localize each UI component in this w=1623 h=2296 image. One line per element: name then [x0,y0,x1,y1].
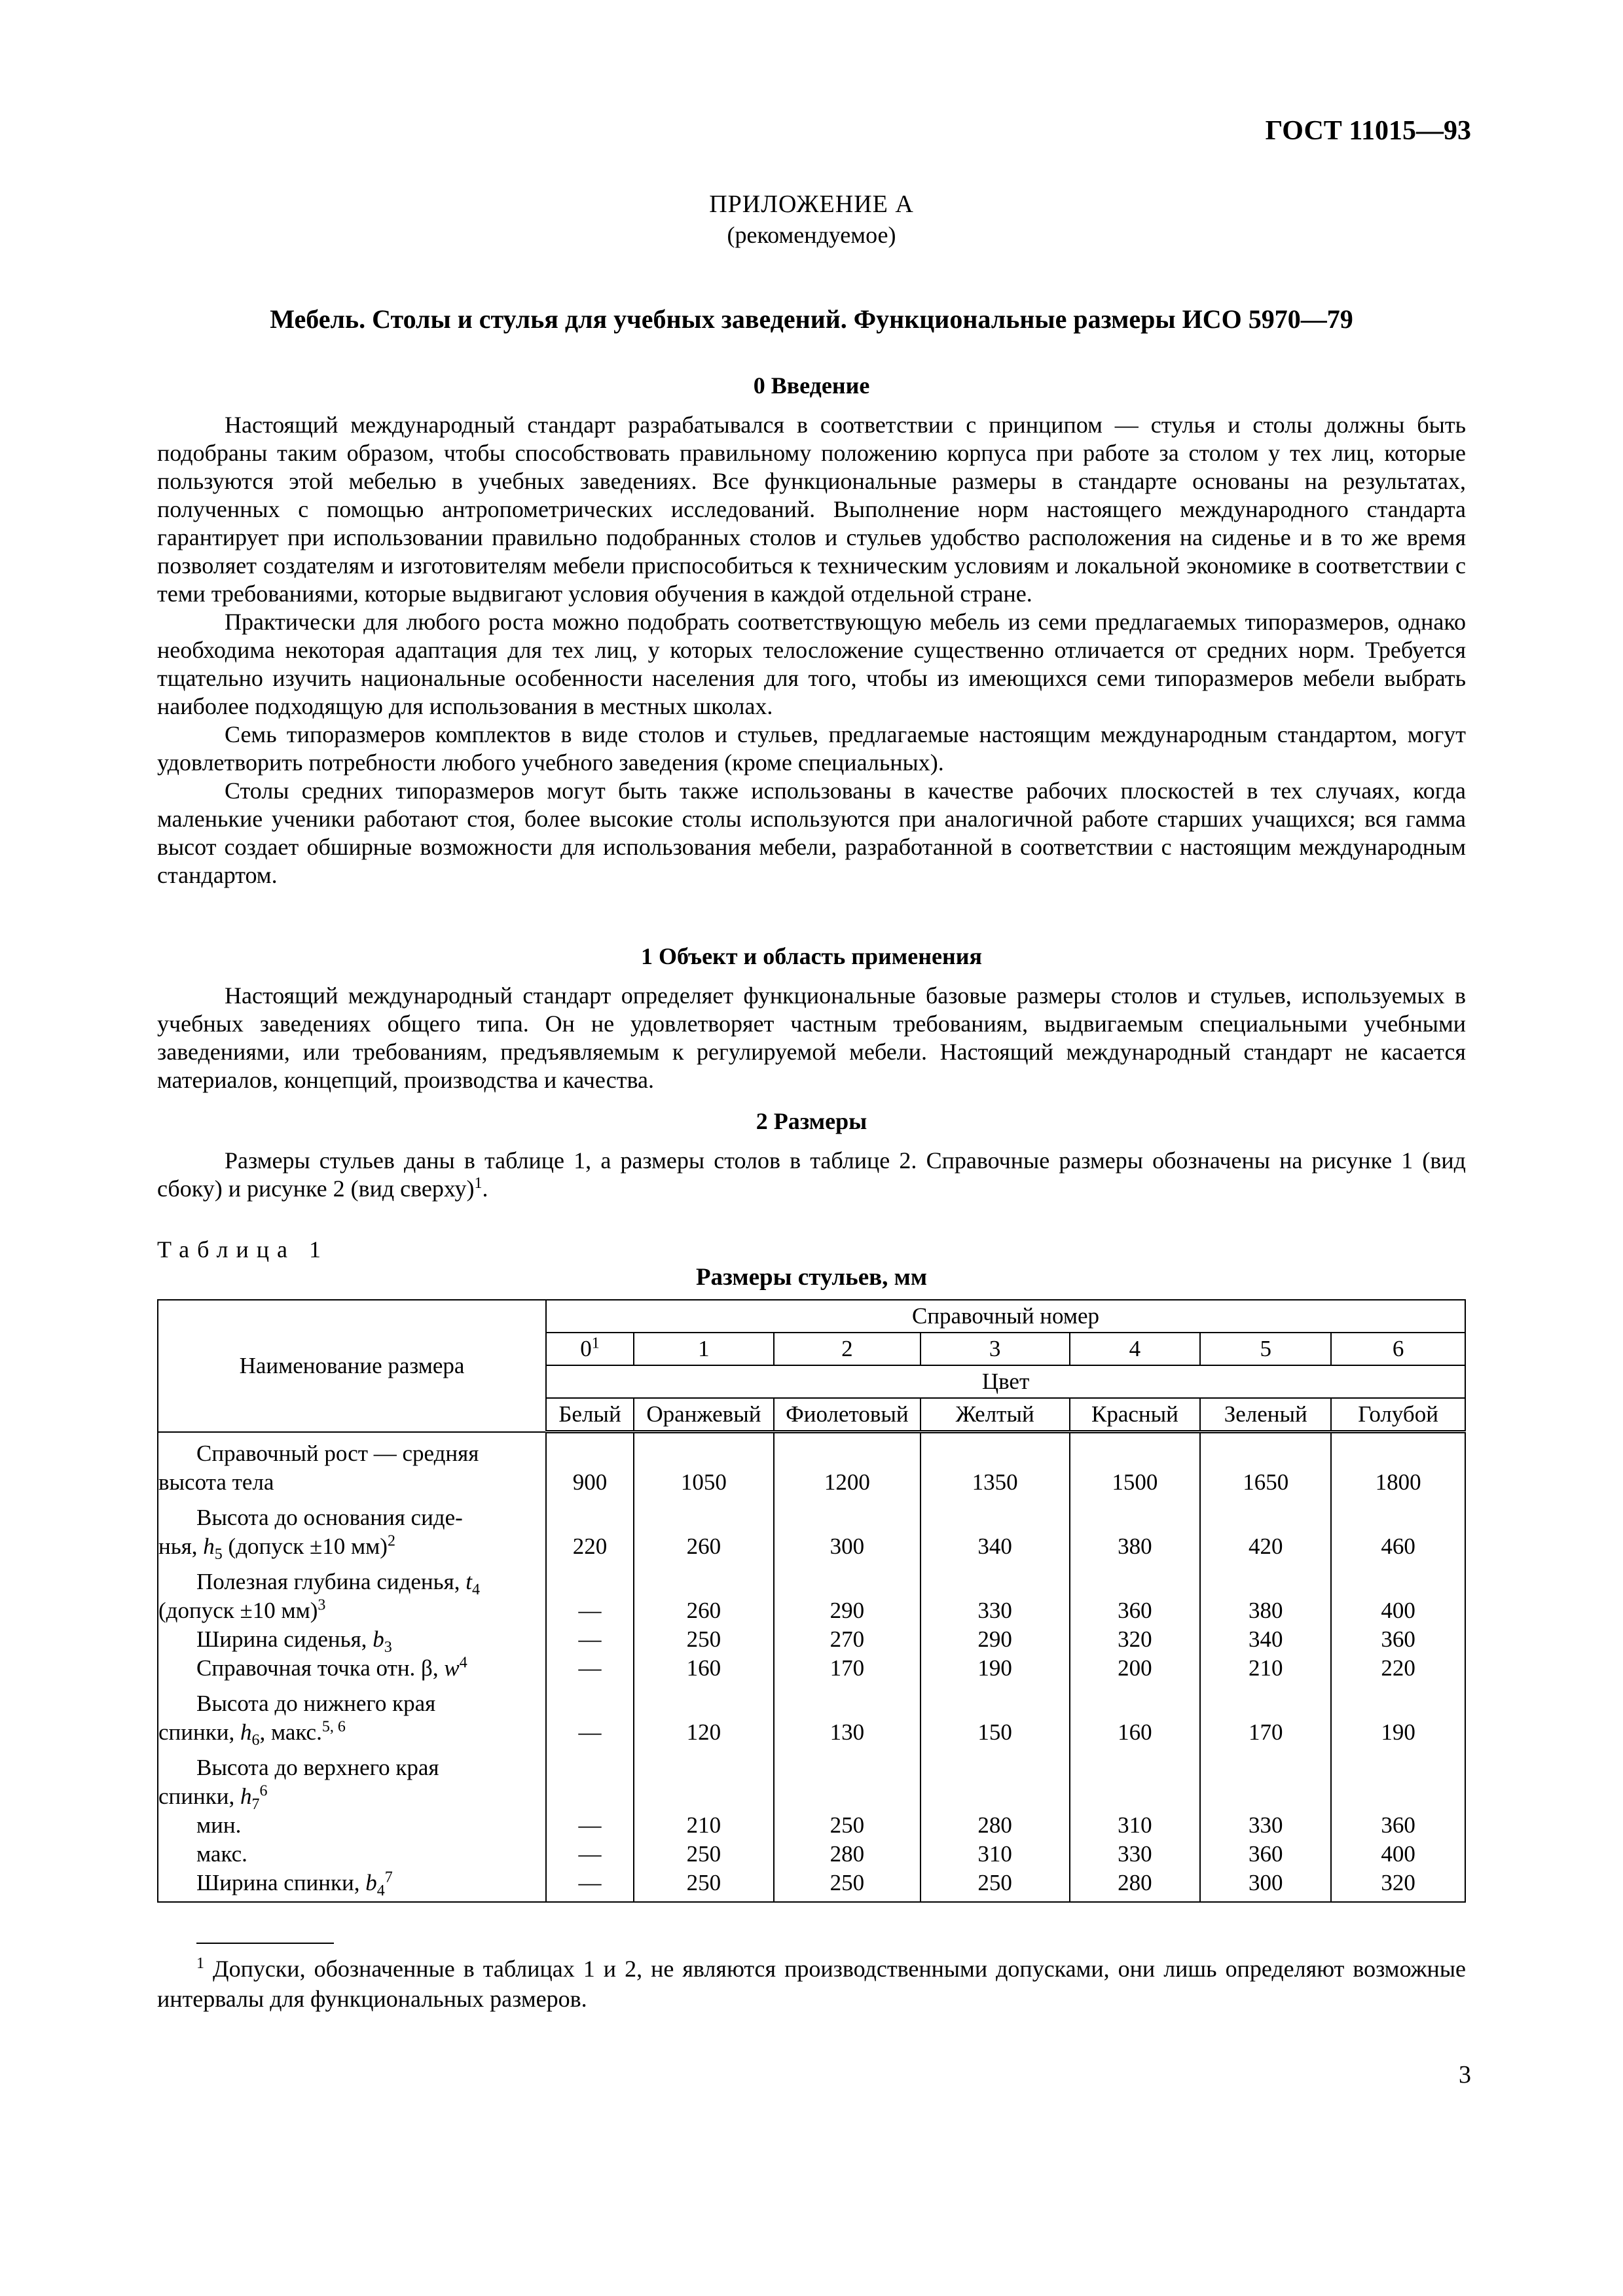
table-cell: 120 [634,1683,774,1747]
footnote-ref: 3 [318,1596,326,1613]
table-cell: 280 [774,1840,921,1869]
table-row [158,1561,1465,1625]
footnote-divider [196,1943,334,1944]
table-cell: 250 [774,1869,921,1902]
table-cell: 1050 [634,1432,774,1497]
table-cell: 310 [921,1840,1070,1869]
table-cell: 270 [774,1625,921,1654]
footnote [157,1954,1466,2014]
table-cell: 460 [1331,1497,1465,1561]
header-number: 4 [1070,1333,1201,1365]
row-label [158,1811,546,1840]
table-cell: 210 [1200,1654,1331,1683]
label-text: (допуск ±10 мм) [158,1597,318,1623]
chairs-size-table [157,1299,1466,1903]
header-color-name: Голубой [1331,1398,1465,1432]
row-label [158,1561,546,1625]
header-number: 2 [774,1333,921,1365]
row-label [158,1654,546,1683]
header-color-name: Оранжевый [634,1398,774,1432]
section-heading-intro: 0 Введение [753,372,870,399]
table-cell: 320 [1070,1625,1201,1654]
table-cell: 1800 [1331,1432,1465,1497]
row-label [158,1683,546,1747]
table-cell: 330 [1070,1840,1201,1869]
paragraph [157,1147,1466,1203]
table-cell: 260 [634,1497,774,1561]
table-cell: 360 [1331,1811,1465,1840]
table-row [158,1811,1465,1840]
table-cell: 220 [1331,1654,1465,1683]
subscript: 4 [376,1882,385,1899]
symbol: t [465,1568,472,1594]
row-label [158,1840,546,1869]
label-text: спинки, [158,1719,240,1745]
header-number: 5 [1200,1333,1331,1365]
table-row [158,1625,1465,1654]
symbol: h [240,1783,252,1809]
page-number: 3 [1459,2061,1471,2089]
table-row [158,1432,1465,1497]
label-text: Полезная глубина сиденья, [196,1568,466,1594]
header-number: 3 [921,1333,1070,1365]
paragraph: Настоящий международный стандарт определяет функциональные базовые размеры столов и стульев, используемых в учебных заведениях общего типа. Он не удовлетворяет частным требованиям, выдвигаемым специальными учебными заведениями, или требованиям, предъявляемым к регулируемой мебели. Настоящий международный стандарт не касается материалов, концепций, производства и качества. [157,982,1466,1093]
section-heading-scope: 1 Объект и область применения [641,943,982,969]
table-cell: 340 [1200,1625,1331,1654]
table-cell: 290 [921,1625,1070,1654]
row-label [158,1625,546,1654]
table-cell [634,1747,774,1811]
table-cell: — [546,1869,634,1902]
table-cell: 1650 [1200,1432,1331,1497]
table-row [158,1747,1465,1811]
footnote-mark: 1 [196,1955,204,1972]
footnote-ref: 4 [459,1653,467,1671]
label-text: мин. [196,1812,242,1838]
document-title: Мебель. Столы и стулья для учебных заведений. Функциональные размеры ИСО 5970—79 [270,304,1353,334]
scope-text [157,982,1466,1094]
table-row [158,1683,1465,1747]
header-color-name: Зеленый [1200,1398,1331,1432]
table-cell: 150 [921,1683,1070,1747]
table-cell: 380 [1070,1497,1201,1561]
table-cell: — [546,1840,634,1869]
header-color-name: Красный [1070,1398,1201,1432]
table-cell: — [546,1561,634,1625]
label-text: высота тела [158,1469,274,1495]
table-cell: 380 [1200,1561,1331,1625]
subscript: 3 [384,1638,392,1656]
table-cell: 340 [921,1497,1070,1561]
table-row [158,1654,1465,1683]
table-cell: 330 [1200,1811,1331,1840]
row-label [158,1869,546,1902]
paragraph: Настоящий международный стандарт разрабатывался в соответствии с принципом — стулья и столы должны быть подобраны таким образом, чтобы способствовать правильному положению корпуса при работе за столом у тех лиц, которые пользуются этой мебелью в учебных заведениях. Все функциональные размеры в стандарте основаны на результатах, полученных с помощью антропометрических исследований. Выполнение норм настоящего международного стандарта гарантирует при использовании правильно подобранных столов и стульев удобство расположения на сиденье и в то же время позволяет создателям и изготовителям мебели приспособиться к техническим условиям и локальной экономике в соответствии с теми требованиями, которые выдвигают условия обучения в каждой отдельной стране. [157,412,1466,607]
standard-number: ГОСТ 11015—93 [1265,116,1471,146]
table-cell: — [546,1811,634,1840]
table-cell: 320 [1331,1869,1465,1902]
row-label [158,1747,546,1811]
label-text: нья, [158,1533,204,1559]
table-cell: 210 [634,1811,774,1840]
footnote-ref: 1 [474,1175,483,1192]
header-ref-number: Справочный номер [546,1300,1465,1333]
label-text: Справочный рост — средняя [196,1440,479,1466]
table-cell: 310 [1070,1811,1201,1840]
symbol: h [240,1719,252,1745]
header-color: Цвет [546,1365,1465,1398]
table-cell: 220 [546,1497,634,1561]
subscript: 7 [251,1795,260,1813]
table-cell: 200 [1070,1654,1201,1683]
label-text: Ширина спинки, [196,1869,366,1895]
intro-text [157,411,1466,889]
table-cell: 250 [634,1840,774,1869]
header-number: 1 [634,1333,774,1365]
table-cell: 1500 [1070,1432,1201,1497]
table-cell: 130 [774,1683,921,1747]
footnote-ref: 1 [591,1335,600,1352]
footnote-ref: 2 [387,1532,395,1549]
table-cell: 400 [1331,1840,1465,1869]
label-text: Высота до основания сиде- [196,1504,463,1530]
table-row [158,1840,1465,1869]
sizes-text [157,1147,1466,1203]
table-cell: 400 [1331,1561,1465,1625]
paragraph-end: . [482,1175,488,1202]
label-text: , макс. [259,1719,322,1745]
table-cell: 160 [1070,1683,1201,1747]
table-cell: 190 [921,1654,1070,1683]
label-text: Высота до верхнего края [196,1754,439,1780]
row-label [158,1497,546,1561]
footnote-ref: 6 [259,1782,268,1799]
table-cell: 160 [634,1654,774,1683]
table-cell [774,1747,921,1811]
symbol: w [444,1655,460,1681]
table-cell: 900 [546,1432,634,1497]
table-cell [546,1747,634,1811]
header-number [546,1333,634,1365]
symbol: b [373,1626,384,1652]
paragraph: Семь типоразмеров комплектов в виде столов и стульев, предлагаемые настоящим международным стандартом, могут удовлетворить потребности любого учебного заведения (кроме специальных). [157,721,1466,776]
number-value: 0 [580,1336,592,1361]
table-cell: 250 [921,1869,1070,1902]
label-text: Справочная точка отн. β, [196,1655,445,1681]
section-heading-sizes: 2 Размеры [756,1108,867,1134]
table-cell: 250 [774,1811,921,1840]
table-cell: 1350 [921,1432,1070,1497]
appendix-title: ПРИЛОЖЕНИЕ А [709,190,914,218]
table-cell: — [546,1654,634,1683]
table-cell: 360 [1070,1561,1201,1625]
table-cell: — [546,1625,634,1654]
paragraph: Столы средних типоразмеров могут быть также использованы в качестве рабочих плоскостей в тех случаях, когда маленькие ученики работают стоя, более высокие столы используются при аналогичной работе старших учащихся; вся гамма высот создает обширные возможности для использования мебели, разработанной в соответствии с настоящим международным стандартом. [157,778,1466,888]
row-label [158,1432,546,1497]
table-label: Таблица 1 [157,1236,329,1263]
table-cell: 280 [1070,1869,1201,1902]
table-cell: 360 [1200,1840,1331,1869]
label-text: Высота до нижнего края [196,1690,436,1716]
subscript: 4 [471,1581,480,1598]
header-color-name: Желтый [921,1398,1070,1432]
header-number: 6 [1331,1333,1465,1365]
label-text: макс. [196,1840,247,1867]
footnote-ref: 5, 6 [321,1717,346,1735]
table-cell: 250 [634,1625,774,1654]
symbol: h [203,1533,215,1559]
table-title: Размеры стульев, мм [695,1264,928,1291]
label-text: спинки, [158,1783,240,1809]
header-color-name: Фиолетовый [774,1398,921,1432]
paragraph: Практически для любого роста можно подобрать соответствующую мебель из семи предлагаемых типоразмеров, однако необходима некоторая адаптация для тех лиц, у которых телосложение существенно отличается от средних норм. Требуется тщательно изучить национальные особенности населения для того, чтобы из имеющихся семи типоразмеров мебели выбрать наиболее подходящую для использования в местных школах. [157,609,1466,719]
table-cell: 250 [634,1869,774,1902]
table-cell: 170 [1200,1683,1331,1747]
table-cell: 290 [774,1561,921,1625]
table-cell: 190 [1331,1683,1465,1747]
table-cell: 360 [1331,1625,1465,1654]
table-cell: — [546,1683,634,1747]
subscript: 6 [251,1731,260,1749]
subscript: 5 [214,1545,223,1563]
table-cell: 280 [921,1811,1070,1840]
table-cell: 170 [774,1654,921,1683]
label-text: (допуск ±10 мм) [222,1533,388,1559]
header-color-name: Белый [546,1398,634,1432]
appendix-subtitle: (рекомендуемое) [727,222,896,248]
table-cell: 1200 [774,1432,921,1497]
table-cell [1200,1747,1331,1811]
footnote-ref: 7 [384,1868,393,1886]
table-row [158,1869,1465,1902]
table-cell [1331,1747,1465,1811]
table-cell: 330 [921,1561,1070,1625]
table-cell [921,1747,1070,1811]
header-name-column: Наименование размера [158,1300,546,1432]
paragraph-body: Размеры стульев даны в таблице 1, а размеры столов в таблице 2. Справочные размеры обозначены на рисунке 1 (вид сбоку) и рисунке 2 (вид сверху) [157,1147,1466,1202]
table-row [158,1497,1465,1561]
label-text: Ширина сиденья, [196,1626,373,1652]
table-cell: 300 [774,1497,921,1561]
table-cell: 300 [1200,1869,1331,1902]
symbol: b [365,1869,377,1895]
table-cell: 260 [634,1561,774,1625]
table-cell [1070,1747,1201,1811]
table-cell: 420 [1200,1497,1331,1561]
footnote-text: Допуски, обозначенные в таблицах 1 и 2, не являются производственными допусками, они лишь определяют возможные интервалы для функциональных размеров. [157,1956,1466,2012]
